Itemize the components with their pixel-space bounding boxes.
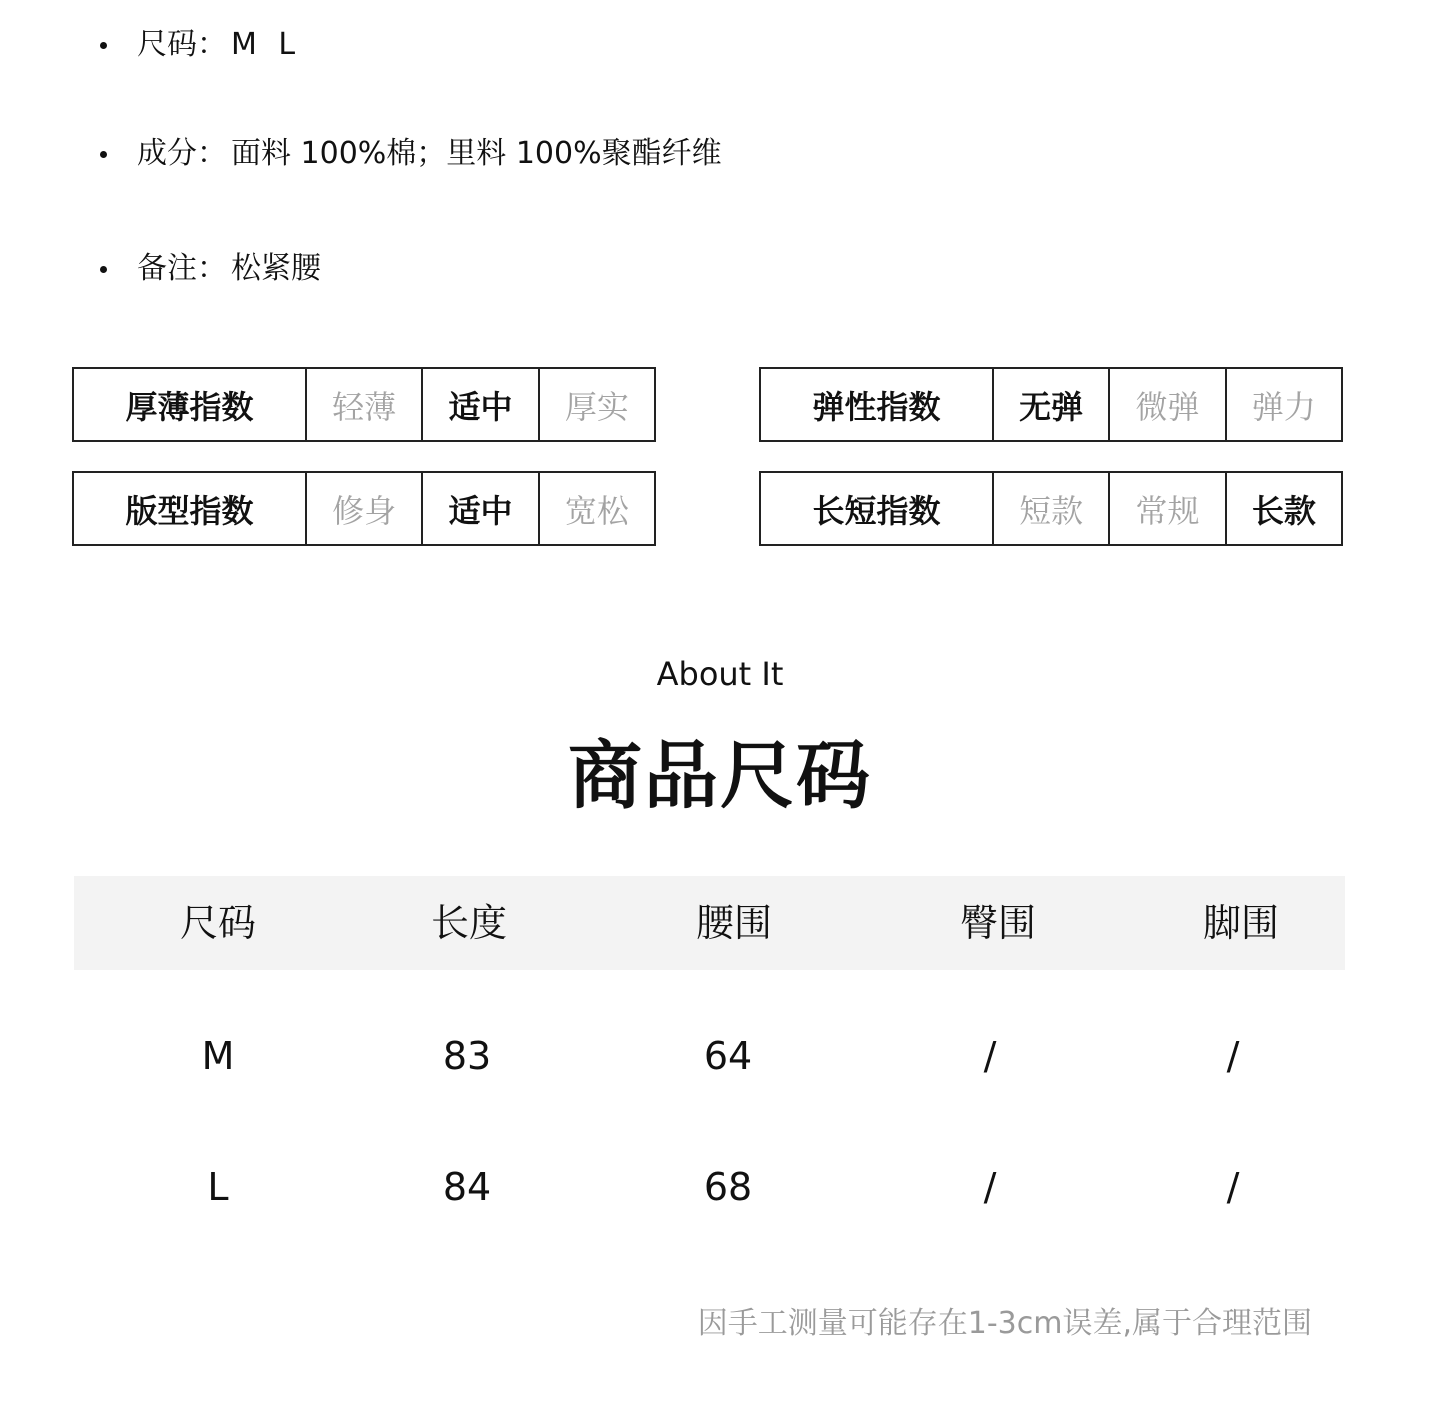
index-option: 适中 [423, 369, 539, 440]
index-option: 宽松 [564, 491, 629, 530]
table-cell: / [983, 1034, 997, 1078]
table-header-cell: 脚围 [1202, 901, 1280, 945]
index-label: 弹性指数 [761, 369, 994, 440]
index-option: 常规 [1110, 473, 1226, 544]
index-option: 短款 [994, 473, 1110, 544]
table-header-cell: 臀围 [959, 901, 1037, 945]
index-option: 微弹 [1110, 369, 1226, 440]
spec-value: 面料 100%棉；里料 100%聚酯纤维 [231, 136, 722, 171]
spec-item-size [100, 25, 301, 65]
table-cell: 64 [703, 1034, 753, 1078]
spec-key: 尺码： [137, 27, 227, 62]
index-option: 轻薄 [307, 369, 423, 440]
table-cell: 84 [442, 1165, 492, 1209]
spec-value: 松紧腰 [231, 251, 321, 286]
spec-key: 备注： [137, 251, 227, 286]
spec-item-material [100, 134, 722, 174]
index-elasticity [759, 367, 1343, 442]
bullet-icon [100, 266, 107, 273]
index-thickness [72, 367, 656, 442]
spec-item-note [100, 249, 321, 289]
index-option: 修身 [307, 473, 423, 544]
index-fit [72, 471, 656, 546]
index-option: 厚实 [564, 387, 629, 426]
index-option: 弹力 [1251, 387, 1316, 426]
table-header-cell: 尺码 [179, 901, 257, 945]
measurement-note: 因手工测量可能存在1-3cm误差,属于合理范围 [697, 1306, 1312, 1341]
table-row [74, 1122, 1345, 1253]
table-cell: / [1226, 1165, 1240, 1209]
table-row [74, 991, 1345, 1122]
index-label: 长短指数 [761, 473, 994, 544]
size-title: 商品尺码 [568, 733, 872, 819]
spec-key: 成分： [137, 136, 227, 171]
index-option: 无弹 [994, 369, 1110, 440]
index-label: 厚薄指数 [74, 369, 307, 440]
table-cell: L [207, 1165, 229, 1209]
table-cell: / [1226, 1034, 1240, 1078]
size-table [74, 876, 1345, 1253]
table-header-row [74, 876, 1345, 970]
table-cell: 68 [703, 1165, 753, 1209]
table-cell: / [983, 1165, 997, 1209]
about-heading: About It [656, 655, 784, 693]
bullet-icon [100, 42, 107, 49]
spec-value: M L [231, 27, 302, 62]
table-header-cell: 腰围 [695, 901, 773, 945]
bullet-icon [100, 151, 107, 158]
index-option: 长款 [1251, 491, 1316, 530]
index-label: 版型指数 [74, 473, 307, 544]
table-cell: 83 [442, 1034, 492, 1078]
table-cell: M [201, 1034, 235, 1078]
index-length [759, 471, 1343, 546]
table-header-cell: 长度 [430, 901, 508, 945]
index-option: 适中 [423, 473, 539, 544]
spec-list [100, 0, 1300, 320]
